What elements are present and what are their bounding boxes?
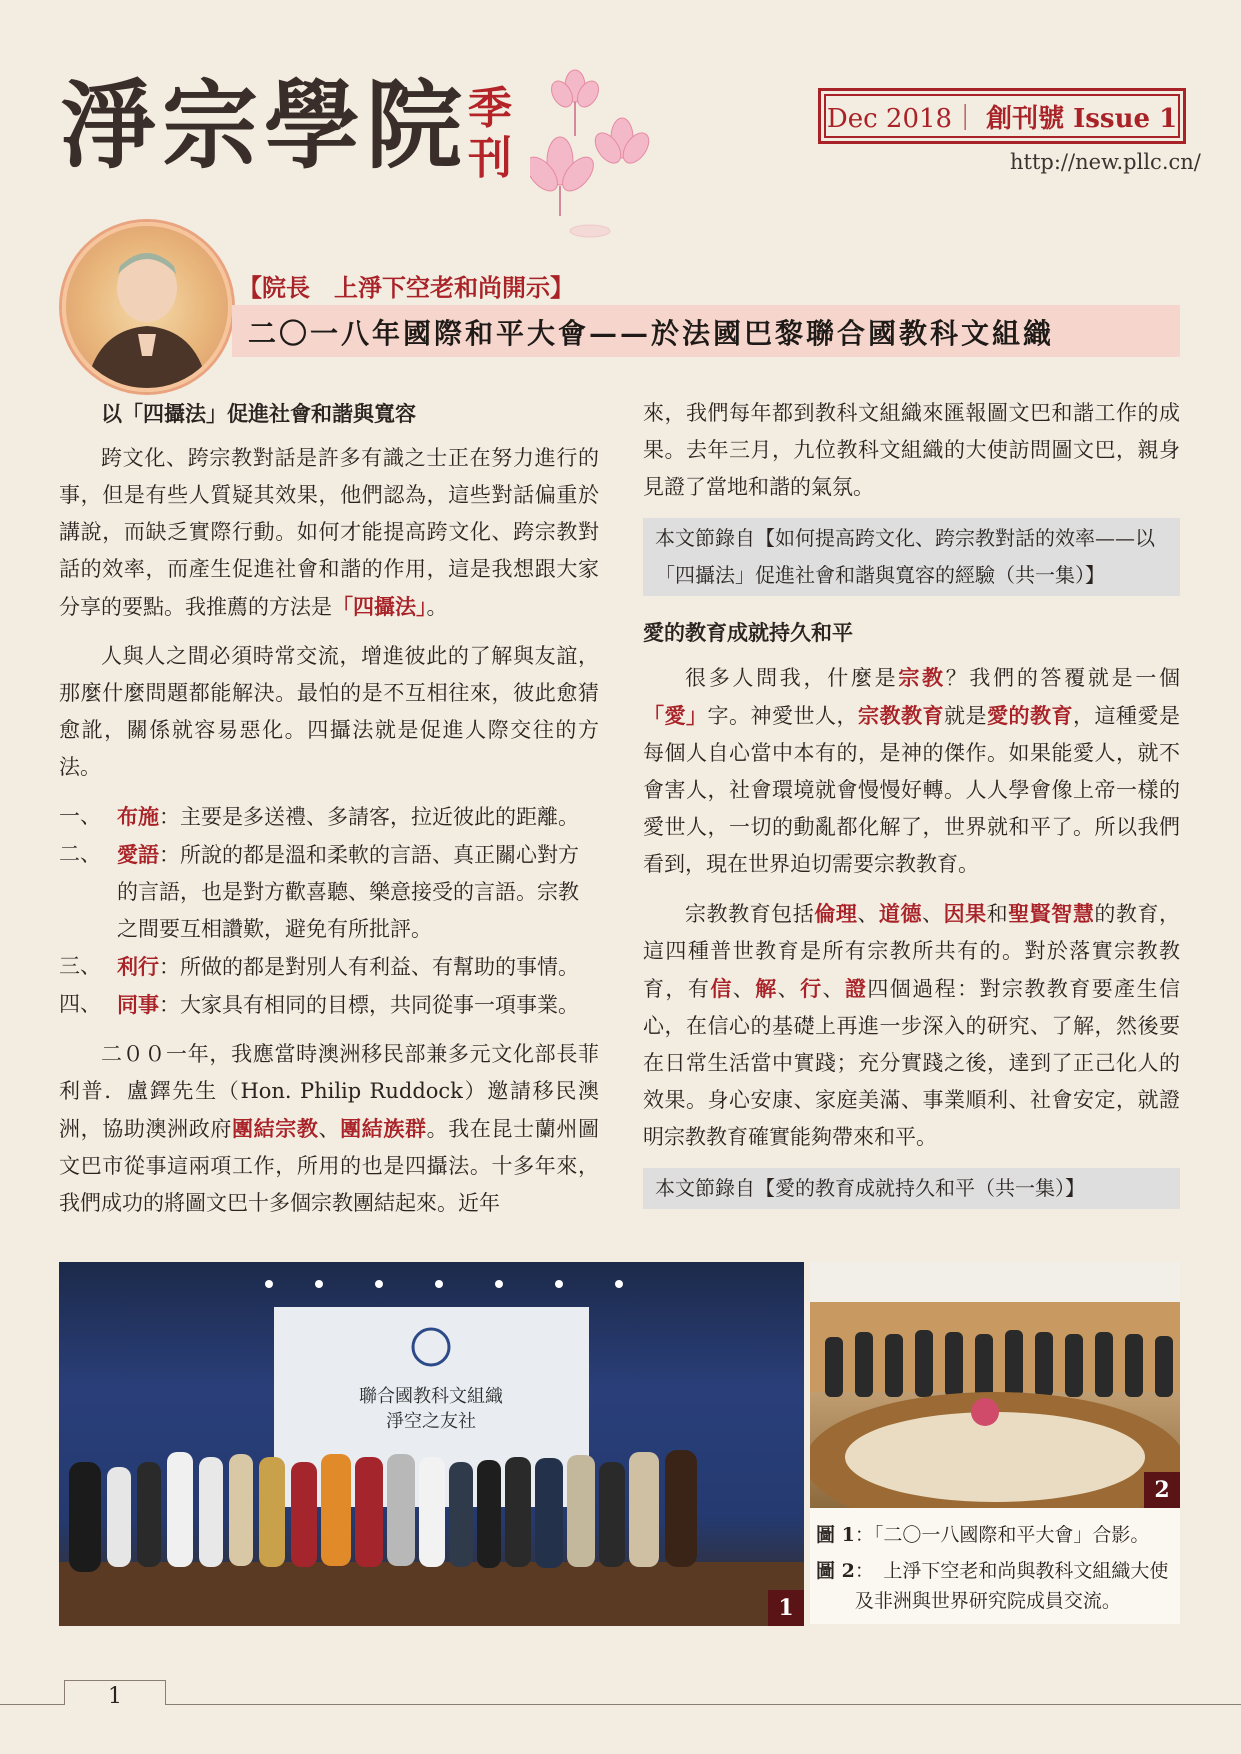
screen-text-1: 聯合國教科文組織: [359, 1386, 503, 1407]
issue-box: [818, 88, 1186, 144]
footer-rule: [0, 1704, 1241, 1705]
paragraph-5: 宗教教育包括倫理、道德、因果和聖賢智慧的教育，這四種普世教育是所有宗教所共有的。對於落實宗教教育，有信、解、行、證四個過程：對宗教教育要產生信心，在信心的基礎上再進一步深入的研究、了解，然後要在日常生活當中實踐；充分實踐之後，達到了正己化人的效果。身心安康、家庭美滿、事業順利、社會安定，就證明宗教教育確實能夠帶來和平。: [643, 901, 1181, 1149]
source-note-1: 本文節錄自【如何提高跨文化、跨宗教對話的效率——以「四攝法」促進社會和諧與寬容的經驗（共一集）】: [643, 518, 1180, 596]
photo-peace-conference-group: [59, 1262, 804, 1626]
portrait-avatar: [62, 222, 232, 392]
left-column: [59, 395, 599, 1234]
list-item: 二、 愛語：所說的都是溫和柔軟的言語、真正關心對方的言語，也是對方歡喜聽、樂意接受的言語。宗教之間要互相讚歎，避免有所批評。: [59, 842, 579, 941]
article-title: 二〇一八年國際和平大會——於法國巴黎聯合國教科文組織: [248, 317, 1055, 350]
site-url[interactable]: http://new.pllc.cn/: [1010, 150, 1201, 174]
paragraph-continued: 來，我們每年都到教科文組織來匯報圖文巴和諧工作的成果。去年三月，九位教科文組織的大使訪問圖文巴，親身見證了當地和諧的氣氛。: [643, 401, 1180, 499]
photo-badge-2: 2: [1144, 1472, 1180, 1508]
portrait-figure-icon: [66, 226, 228, 388]
masthead-subtitle: 季刊: [468, 83, 512, 184]
list-item: 一、 布施：主要是多送禮、多請客，拉近彼此的距離。: [59, 804, 579, 829]
screen-text-2: 淨空之友社: [386, 1411, 476, 1432]
issue-date: Dec 2018｜: [826, 103, 979, 134]
section-title-left: 以「四攝法」促進社會和諧與寬容: [101, 401, 416, 426]
source-note-2: 本文節錄自【愛的教育成就持久和平（共一集）】: [643, 1168, 1180, 1209]
paragraph-2: 人與人之間必須時常交流，增進彼此的了解與友誼，那麼什麼問題都能解決。最怕的是不互相往來，彼此愈猜愈訛，關係就容易惡化。四攝法就是促進人際交往的方法。: [59, 644, 599, 779]
speaker-heading: 【院長 上淨下空老和尚開示】: [238, 273, 574, 302]
paragraph-4: 很多人問我，什麼是宗教？我們的答覆就是一個「愛」字。神愛世人，宗教教育就是愛的教育，這種愛是每個人自心當中本有的，是神的傑作。如果能愛人，就不會害人，社會環境就會慢慢好轉。人人學會像上帝一樣的愛世人，一切的動亂都化解了，世界就和平了。所以我們看到，現在世界迫切需要宗教教育。: [643, 665, 1181, 876]
photo-badge-1: 1: [768, 1590, 804, 1626]
list-item: 四、 同事：大家具有相同的目標，共同從事一項事業。: [59, 992, 579, 1017]
caption-2: 圖 2 ： 上淨下空老和尚與教科文組織大使及非洲與世界研究院成員交流。: [816, 1560, 1169, 1612]
paragraph-3: 二００一年，我應當時澳洲移民部兼多元文化部長菲利普．盧鐸先生（Hon. Philip Ruddock）邀請移民澳洲，協助澳洲政府團結宗教、團結族群。我在昆士蘭州圖文巴市從事這兩項工作，所用的也是四攝法。十多年來，我們成功的將圖文巴十多個宗教團結起來。近年: [59, 1042, 599, 1215]
page-number: 1: [108, 1684, 122, 1709]
paragraph-1: 跨文化、跨宗教對話是許多有識之士正在努力進行的事，但是有些人質疑其效果，他們認為，這些對話偏重於講說，而缺乏實際行動。如何才能提高跨文化、跨宗教對話的效率，而產生促進社會和諧的作用，這是我想跟大家分享的要點。我推薦的方法是「四攝法」。: [59, 446, 599, 619]
group-photo-illustration: [59, 1262, 804, 1626]
list-item: 三、 利行：所做的都是對別人有利益、有幫助的事情。: [59, 954, 579, 979]
photo-meeting-ambassadors: [810, 1262, 1180, 1508]
issue-label: 創刊號 Issue 1: [986, 103, 1178, 134]
lotus-icon: [530, 66, 660, 246]
right-column: [643, 395, 1180, 1227]
photo-captions: [810, 1508, 1180, 1624]
section-title-right: 愛的教育成就持久和平: [643, 620, 853, 645]
masthead-title: 淨宗學院: [60, 69, 468, 182]
four-methods-list: [59, 798, 599, 1024]
caption-1: 圖 1：「二〇一八國際和平大會」合影。: [816, 1524, 1150, 1546]
meeting-photo-illustration: [810, 1262, 1180, 1508]
